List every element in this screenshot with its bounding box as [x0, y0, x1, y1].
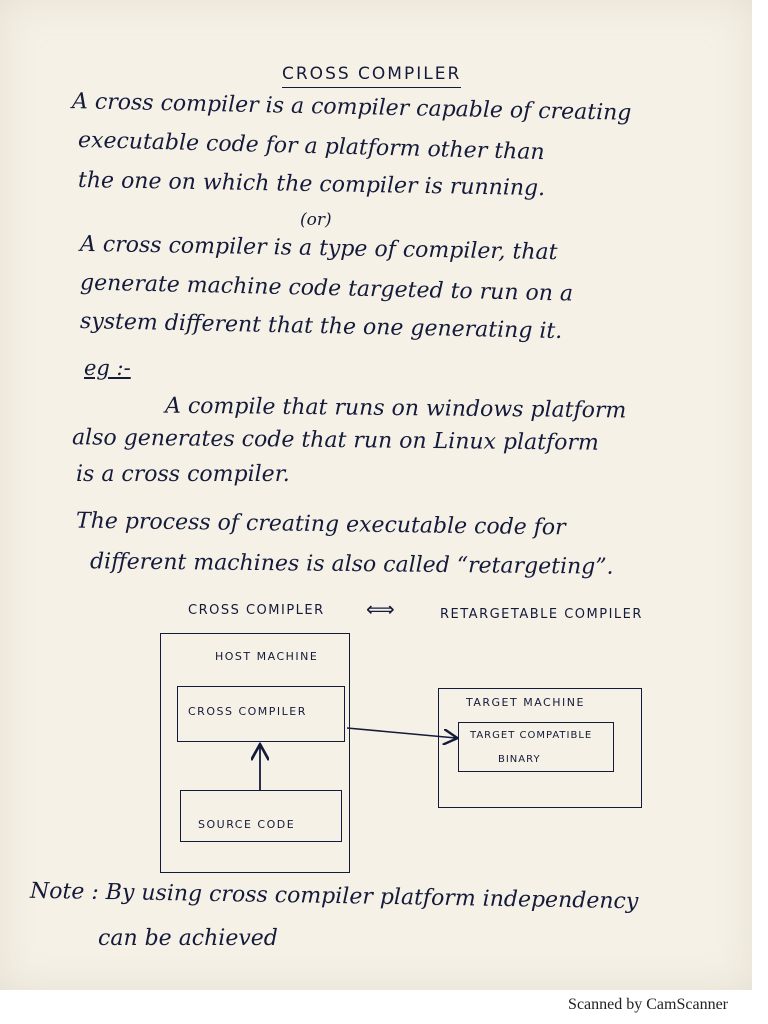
page-title: CROSS COMPILER: [282, 64, 461, 88]
note-line-1: Note : By using cross compiler platform independency: [29, 878, 639, 915]
definition2-line-1: A cross compiler is a type of compiler, that: [79, 231, 558, 266]
equivalence-icon: ⟺: [366, 597, 395, 621]
retargeting-line-2: different machines is also called “retargeting”.: [89, 549, 614, 580]
source-code-label: SOURCE CODE: [198, 818, 296, 831]
target-binary-label-2: BINARY: [498, 754, 541, 765]
or-label: (or): [300, 210, 332, 230]
eg-label: eg :-: [84, 356, 131, 380]
note-line-2: can be achieved: [98, 926, 278, 951]
definition1-line-3: the one on which the compiler is running.: [77, 167, 546, 202]
compiler-to-target-arrow: [347, 728, 456, 738]
definition1-line-2: executable code for a platform other than: [77, 127, 545, 166]
host-machine-label: HOST MACHINE: [215, 650, 319, 663]
retargetable-compiler-caption: RETARGETABLE COMPILER: [440, 607, 643, 622]
cross-compiler-caption: CROSS COMIPLER: [188, 603, 325, 618]
definition1-line-1: A cross compiler is a compiler capable of creating: [71, 89, 632, 126]
example-line-1: A compile that runs on windows platform: [164, 393, 627, 424]
definition2-line-2: generate machine code targeted to run on a: [79, 270, 574, 307]
retargeting-line-1: The process of creating executable code for: [75, 508, 566, 541]
cross-compiler-box-label: CROSS COMPILER: [188, 705, 307, 718]
target-machine-label: TARGET MACHINE: [466, 696, 585, 709]
example-line-2: also generates code that run on Linux platform: [71, 425, 599, 456]
definition2-line-3: system different that the one generating it.: [79, 308, 563, 345]
scanner-footer: Scanned by CamScanner: [568, 996, 728, 1013]
example-line-3: is a cross compiler.: [76, 462, 290, 487]
target-binary-label-1: TARGET COMPATIBLE: [470, 730, 593, 741]
